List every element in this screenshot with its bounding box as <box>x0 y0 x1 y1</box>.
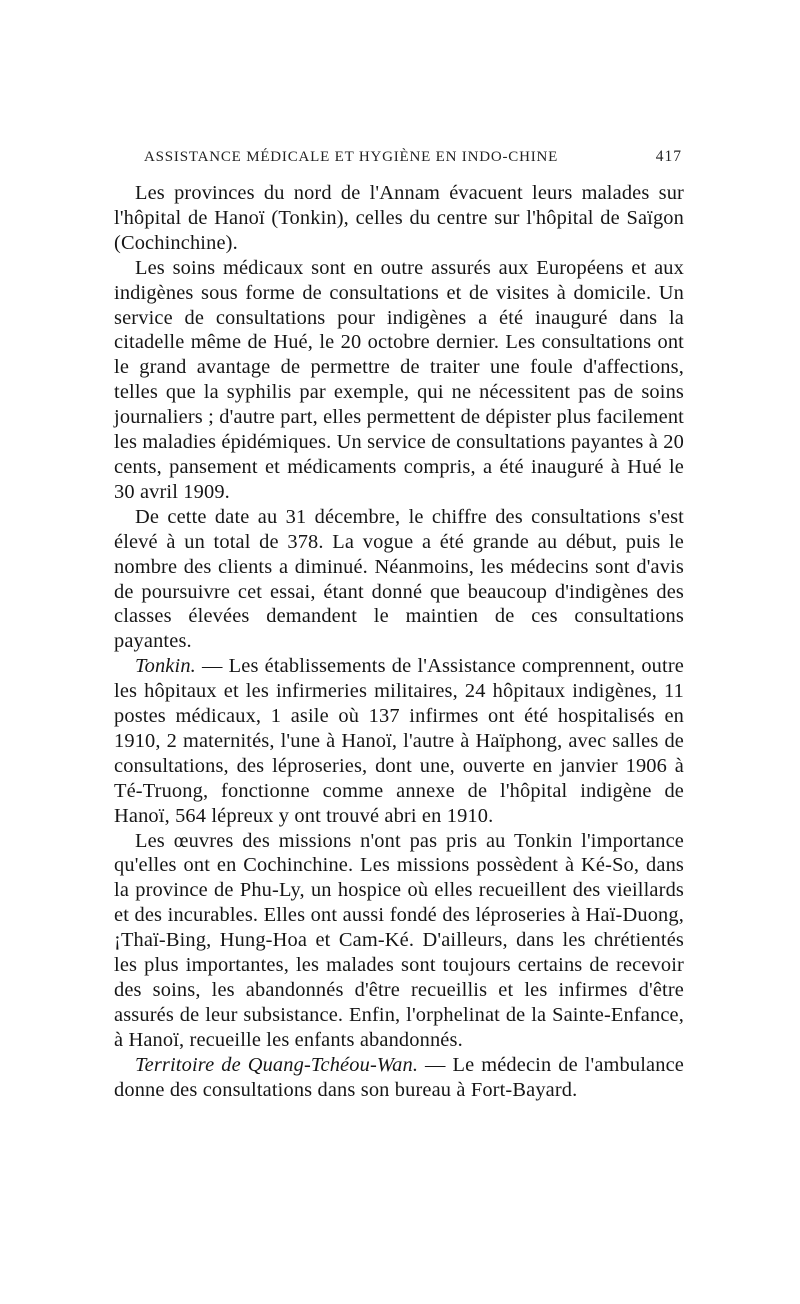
body-text <box>114 181 684 1103</box>
section-lead-tonkin: Tonkin. <box>135 655 196 678</box>
paragraph-missions: Les œuvres des missions n'ont pas pris au Tonkin l'importance qu'elles ont en Cochinchine. Les missions possèdent à Ké-So, dans la province de Phu-Ly, un hospice où elles recueillent des vieillards et des incurables. Elles ont aussi fondé des léproseries à Haï-Duong, ¡Thaï-Bing, Hung-Hoa et Cam-Ké. D'ailleurs, dans les chrétientés les plus importantes, les malades sont toujours certains de recevoir des soins, les abandonnés d'être recueillis et les infirmes d'être assurés de leur subsistance. Enfin, l'orphelinat de la Sainte-Enfance, à Hanoï, recueille les enfants abandonnés. <box>114 829 684 1051</box>
page-number: 417 <box>655 148 682 165</box>
paragraph-consultation-figures: De cette date au 31 décembre, le chiffre des consultations s'est élevé à un total de 378. La vogue a été grande au début, puis le nombre des clients a diminué. Néanmoins, les médecins sont d'avis de poursuivre cet essai, étant donné que beaucoup d'indigènes des classes élevées demandent le maintien de ces consultations payantes. <box>114 505 684 653</box>
running-head <box>144 148 682 166</box>
section-lead-quang-tcheou-wan: Territoire de Quang-Tchéou-Wan. <box>135 1053 419 1076</box>
paragraph-consultations: Les soins médicaux sont en outre assurés aux Européens et aux indigènes sous forme de consultations et de visites à domicile. Un service de consultations pour indigènes a été inauguré dans la citadelle même de Hué, le 20 octobre dernier. Les consultations ont le grand avantage de permettre de traiter une foule d'affections, telles que la syphilis par exemple, qui ne nécessitent pas de soins journaliers ; d'autre part, elles permettent de dépister plus facilement les maladies épidémiques. Un service de consultations payantes à 20 cents, pansement et médicaments compris, a été inauguré à Hué le 30 avril 1909. <box>114 256 684 503</box>
paragraph-annam-evacuation: Les provinces du nord de l'Annam évacuent leurs malades sur l'hôpital de Hanoï (Tonkin), celles du centre sur l'hôpital de Saïgon (Cochinchine). <box>114 182 684 254</box>
paragraph-tonkin: Tonkin. — Les établissements de l'Assistance comprennent, outre les hôpitaux et les infirmeries militaires, 24 hôpitaux indigènes, 11 postes médicaux, 1 asile où 137 infirmes ont été hospitalisés en 1910, 2 maternités, l'une à Hanoï, l'autre à Haïphong, avec salles de consultations, des léproseries, dont une, ouverte en janvier 1906 à Té-Truong, fonctionne comme annexe de l'hôpital indigène de Hanoï, 564 lépreux y ont trouvé abri en 1910. <box>114 655 684 827</box>
running-title: ASSISTANCE MÉDICALE ET HYGIÈNE EN INDO-CHINE <box>144 149 559 165</box>
paragraph-quang-tcheou-wan: Territoire de Quang-Tchéou-Wan. — Le médecin de l'ambulance donne des consultations dans son bureau à Fort-Bayard. <box>114 1053 684 1101</box>
